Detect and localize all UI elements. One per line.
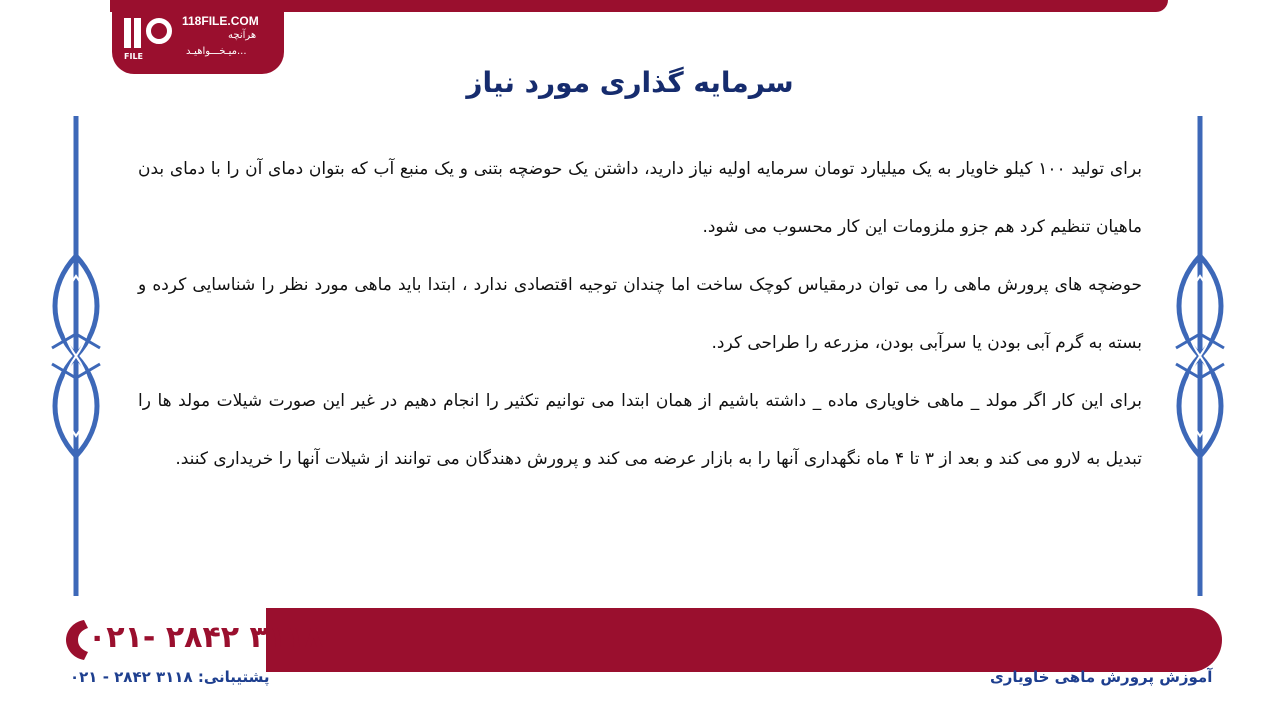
paragraph-ponds: حوضچه های پرورش ماهی را می توان درمقیاس کوچک ساخت اما چندان توجیه اقتصادی ندارد ، ابتدا باید ماهی مورد نظر را شناسایی کرده و بسته به گرم آبی بودن یا سرآبی بودن، مزرعه را طراحی کرد.	[138, 275, 1142, 353]
paragraph-capital: برای تولید ۱۰۰ کیلو خاویار به یک میلیارد تومان سرمایه اولیه نیاز دارید، داشتن یک حوضچه بتنی و یک منبع آب که بتوان دمای آن را با دمای بدن ماهیان تنظیم کرد هم جزو ملزومات این کار محسوب می شود.	[138, 159, 1142, 237]
phone-number[interactable]: ۰۲۱- ۲۸۴۲ ۳۱۱۸	[88, 620, 323, 655]
right-ornament-rail	[1168, 116, 1232, 596]
page-title: سرمایه گذاری مورد نیاز	[466, 66, 794, 99]
article-body	[138, 140, 1142, 488]
left-ornament-rail	[44, 116, 108, 596]
phone-icon	[62, 618, 90, 662]
logo-slogan-line2: میـخـــواهیـد...	[186, 46, 247, 57]
support-line: پشتیبانی: ۳۱۱۸ ۲۸۴۲ - ۰۲۱	[70, 668, 270, 686]
logo-tag: FILE	[124, 52, 144, 61]
brand-logo[interactable]	[112, 0, 284, 74]
paragraph-breeding: برای این کار اگر مولد _ ماهی خاویاری ماده _ داشته باشیم از همان ابتدا می توانیم تکثیر را انجام دهیم در غیر این صورت شیلات مولد ها را تبدیل به لارو می کند و بعد از ۳ تا ۴ ماه نگهداری آنها را به بازار عرضه می کند و پرورش دهندگان می توانند از شیلات آنها را خریداری کنند.	[138, 391, 1142, 469]
logo-slogan-line1: هرآنچه	[228, 30, 257, 41]
course-name: آموزش پرورش ماهی خاویاری	[990, 668, 1213, 686]
logo-site-name: 118FILE.COM	[182, 14, 259, 28]
logo-mark-icon	[124, 14, 180, 62]
